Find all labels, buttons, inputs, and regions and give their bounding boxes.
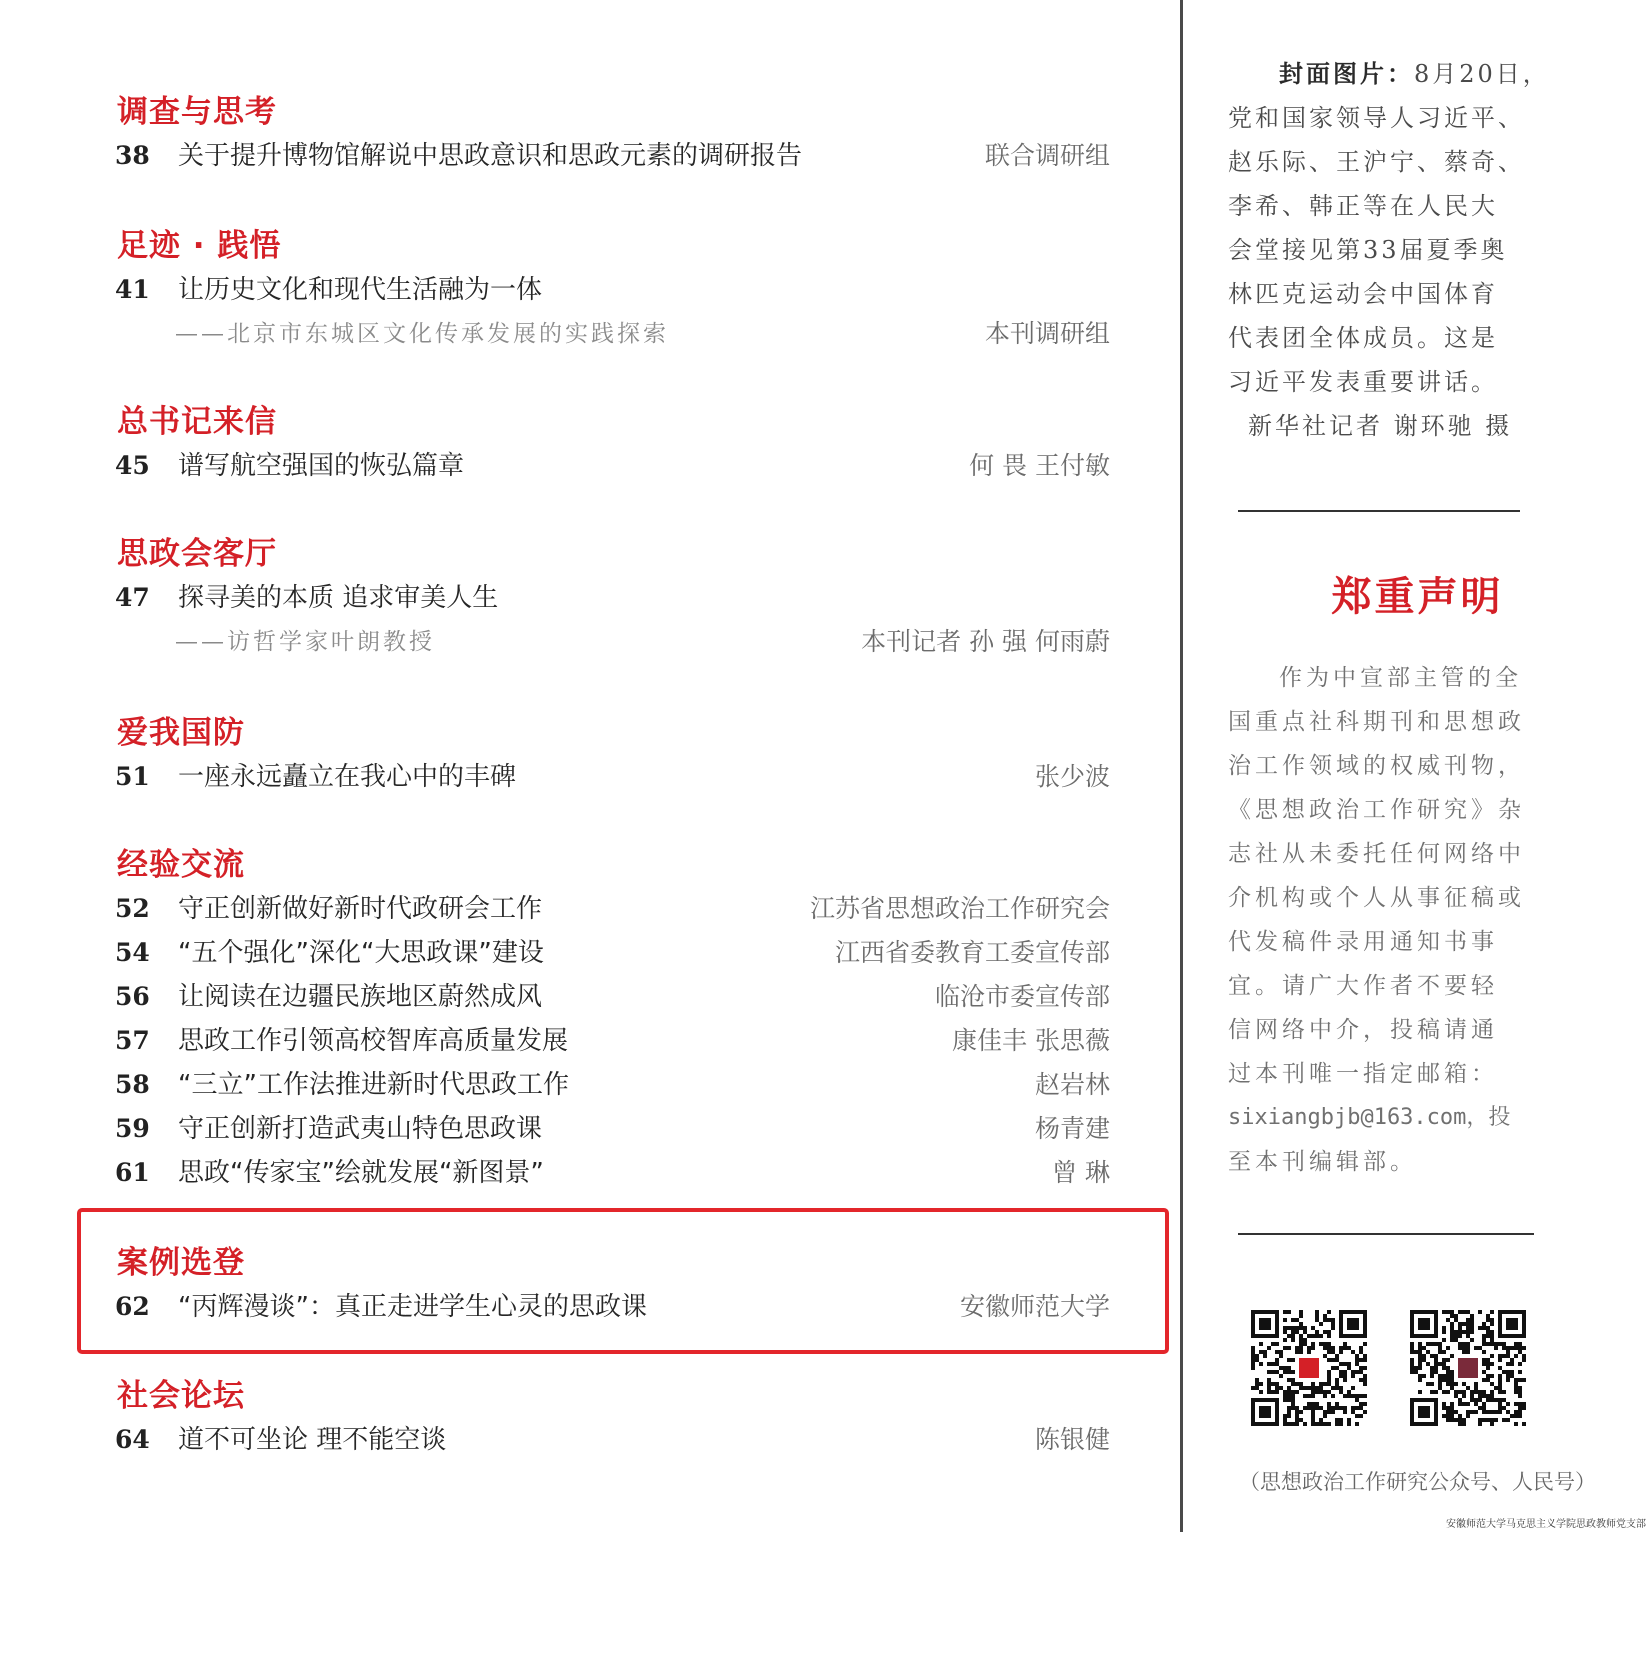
article-title: 思政“传家宝”绘就发展“新图景” xyxy=(178,1158,544,1188)
page-number: 38 xyxy=(115,141,150,170)
article-title: “五个强化”深化“大思政课”建设 xyxy=(178,938,544,968)
notice-line: 信网络中介，投稿请通 xyxy=(1228,1017,1498,1043)
caption-line xyxy=(1279,52,1599,96)
caption-line: 李希、韩正等在人民大 xyxy=(1228,192,1498,220)
caption-line: 赵乐际、王沪宁、蔡奇、 xyxy=(1228,148,1525,176)
toc-entry[interactable] xyxy=(0,1109,1175,1149)
notice-title: 郑重声明 xyxy=(1331,573,1504,620)
section-title: 案例选登 xyxy=(117,1245,245,1281)
section-title: 社会论坛 xyxy=(117,1378,245,1414)
article-title: 一座永远矗立在我心中的丰碑 xyxy=(178,762,517,792)
notice-line: 代发稿件录用通知书事 xyxy=(1228,929,1498,955)
toc-entry-subtitle-row xyxy=(0,314,1175,354)
divider-rule xyxy=(1238,510,1520,512)
toc-entry[interactable] xyxy=(0,1065,1175,1105)
notice-line: 至本刊编辑部。 xyxy=(1228,1149,1417,1175)
caption-line: 新华社记者 谢环驰 摄 xyxy=(1248,412,1513,440)
notice-line: 治工作领域的权威刊物， xyxy=(1228,753,1525,779)
page-number: 57 xyxy=(115,1026,150,1055)
toc-entry[interactable] xyxy=(0,578,1175,618)
article-author: 江苏省思想政治工作研究会 xyxy=(809,894,1110,923)
article-author: 何 畏 王付敏 xyxy=(969,451,1110,480)
article-subtitle: ——北京市东城区文化传承发展的实践探索 xyxy=(175,321,669,347)
toc-section xyxy=(0,1376,1175,1676)
article-author: 康佳丰 张思薇 xyxy=(952,1026,1110,1055)
article-title: “丙辉漫谈”：真正走进学生心灵的思政课 xyxy=(178,1292,647,1322)
article-title: 守正创新做好新时代政研会工作 xyxy=(178,894,543,924)
article-author: 杨青建 xyxy=(1034,1114,1110,1143)
qr-caption: （思想政治工作研究公众号、人民号） xyxy=(1239,1470,1596,1494)
toc-entry[interactable] xyxy=(0,1153,1175,1193)
page-number: 41 xyxy=(115,275,150,304)
section-title: 总书记来信 xyxy=(117,404,277,440)
page-number: 62 xyxy=(115,1292,150,1321)
section-title: 足迹 · 践悟 xyxy=(117,228,282,264)
notice-line: 作为中宣部主管的全 xyxy=(1279,665,1522,691)
article-title: 探寻美的本质 追求审美人生 xyxy=(178,583,499,613)
article-author: 陈银健 xyxy=(1034,1425,1110,1454)
caption-line: 党和国家领导人习近平、 xyxy=(1228,104,1525,132)
article-author: 联合调研组 xyxy=(984,141,1110,170)
watermark: 安徽师范大学马克思主义学院思政教师党支部 xyxy=(1446,1519,1646,1530)
article-title: “三立”工作法推进新时代思政工作 xyxy=(178,1070,569,1100)
article-title: 思政工作引领高校智库高质量发展 xyxy=(178,1026,569,1056)
toc-entry[interactable] xyxy=(0,933,1175,973)
sidebar xyxy=(1183,0,1652,1532)
notice-line: 介机构或个人从事征稿或 xyxy=(1228,885,1525,911)
page-number: 61 xyxy=(115,1158,150,1187)
notice-line: 宜。请广大作者不要轻 xyxy=(1228,973,1498,999)
section-title: 爱我国防 xyxy=(117,715,245,751)
caption-line: 林匹克运动会中国体育 xyxy=(1228,280,1498,308)
toc-entry[interactable] xyxy=(0,1021,1175,1061)
page-number: 52 xyxy=(115,894,150,923)
notice-line: 志社从未委托任何网络中 xyxy=(1228,841,1525,867)
caption-label: 封面图片： xyxy=(1279,59,1414,88)
caption-line: 代表团全体成员。这是 xyxy=(1228,324,1498,352)
highlight-box xyxy=(77,1208,1169,1354)
toc-entry[interactable] xyxy=(0,446,1175,486)
toc-entry[interactable] xyxy=(0,270,1175,310)
page-number: 54 xyxy=(115,938,150,967)
article-author: 赵岩林 xyxy=(1034,1070,1110,1099)
page-number: 56 xyxy=(115,982,150,1011)
article-author: 张少波 xyxy=(1034,762,1110,791)
section-title: 经验交流 xyxy=(117,847,245,883)
page-number: 58 xyxy=(115,1070,150,1099)
qr-code-wechat[interactable] xyxy=(1251,1310,1367,1426)
toc-entry[interactable] xyxy=(0,757,1175,797)
article-author: 江西省委教育工委宣传部 xyxy=(834,938,1110,967)
page-number: 64 xyxy=(115,1425,150,1454)
article-subtitle: ——访哲学家叶朗教授 xyxy=(175,629,435,655)
article-title: 关于提升博物馆解说中思政意识和思政元素的调研报告 xyxy=(178,141,803,171)
article-author: 临沧市委宣传部 xyxy=(934,982,1110,1011)
page-number: 59 xyxy=(115,1114,150,1143)
notice-line[interactable]: sixiangbjb@163.com，投 xyxy=(1228,1105,1511,1130)
qr-code-renminhao[interactable] xyxy=(1410,1310,1526,1426)
notice-line: 过本刊唯一指定邮箱： xyxy=(1228,1061,1498,1087)
article-author: 安徽师范大学 xyxy=(959,1292,1110,1321)
page-number: 45 xyxy=(115,451,150,480)
page-number: 47 xyxy=(115,583,150,612)
toc-entry[interactable] xyxy=(0,977,1175,1017)
toc-entry-subtitle-row xyxy=(0,622,1175,662)
toc-entry[interactable] xyxy=(0,1420,1175,1460)
divider-rule xyxy=(1238,1233,1534,1235)
caption-text: 8月20日， xyxy=(1414,60,1550,88)
article-author: 本刊记者 孙 强 何雨蔚 xyxy=(861,627,1110,656)
toc-section xyxy=(0,845,1175,1188)
section-title: 调查与思考 xyxy=(117,94,277,130)
section-title: 思政会客厅 xyxy=(117,536,277,572)
caption-line: 会堂接见第33届夏季奥 xyxy=(1228,236,1508,264)
article-title: 谱写航空强国的恢弘篇章 xyxy=(178,451,465,481)
toc-entry[interactable] xyxy=(0,889,1175,929)
toc-entry[interactable] xyxy=(0,136,1175,176)
article-author: 曾 琳 xyxy=(1052,1158,1110,1187)
notice-line: 《思想政治工作研究》杂 xyxy=(1228,797,1525,823)
article-title: 让历史文化和现代生活融为一体 xyxy=(178,275,543,305)
article-author: 本刊调研组 xyxy=(984,319,1110,348)
caption-line: 习近平发表重要讲话。 xyxy=(1228,368,1498,396)
page-number: 51 xyxy=(115,762,150,791)
article-title: 守正创新打造武夷山特色思政课 xyxy=(178,1114,543,1144)
notice-line: 国重点社科期刊和思想政 xyxy=(1228,709,1525,735)
article-title: 道不可坐论 理不能空谈 xyxy=(178,1425,447,1455)
article-title: 让阅读在边疆民族地区蔚然成风 xyxy=(178,982,543,1012)
